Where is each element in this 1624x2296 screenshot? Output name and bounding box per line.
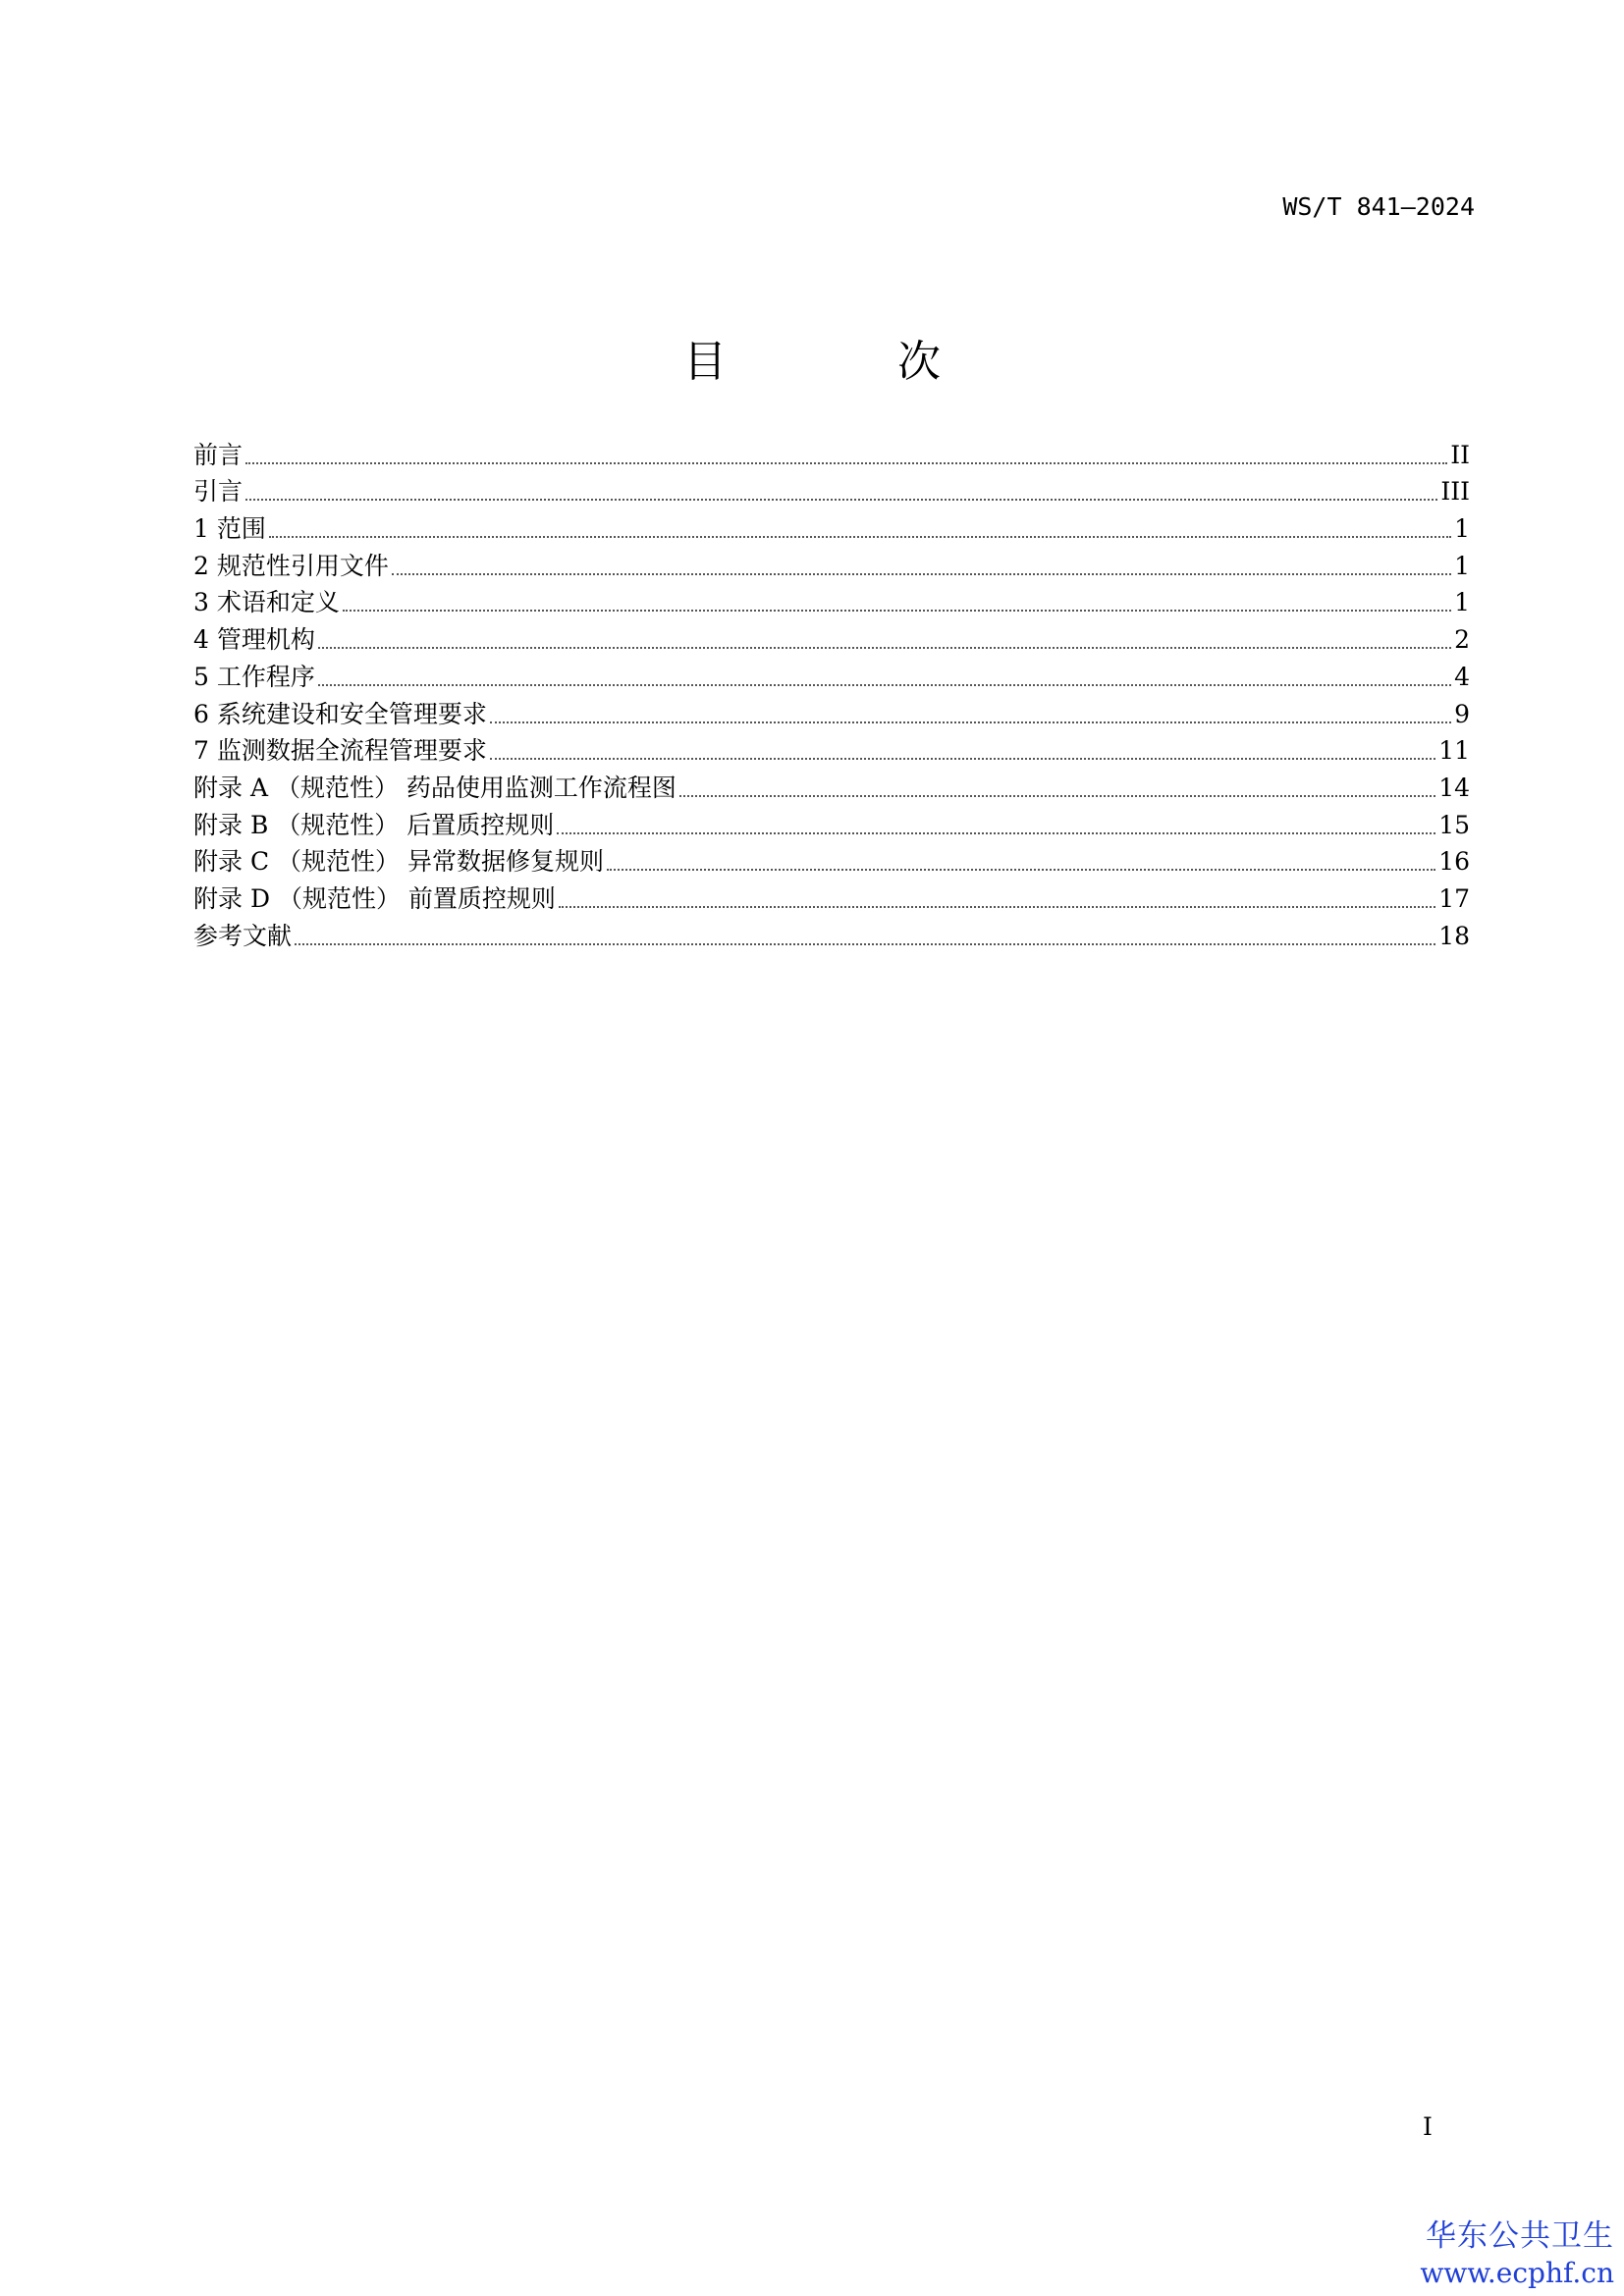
dot-leader <box>679 795 1435 797</box>
dot-leader <box>295 943 1435 945</box>
dot-leader <box>392 573 1451 575</box>
toc-entry-label: 前言 <box>193 440 244 469</box>
toc-entry-label: 7 监测数据全流程管理要求 <box>193 736 487 766</box>
toc-entry-label: 5 工作程序 <box>193 662 315 691</box>
toc-entry-foreword[interactable] <box>193 436 1470 473</box>
toc-entry-introduction[interactable] <box>193 473 1470 510</box>
toc-entry-appendix-d[interactable] <box>193 880 1470 917</box>
dot-leader <box>490 721 1451 723</box>
dot-leader <box>559 906 1435 908</box>
dot-leader <box>490 758 1435 760</box>
toc-entry-system-security[interactable] <box>193 695 1470 732</box>
toc-entry-label: 附录 D （规范性） 前置质控规则 <box>193 883 556 913</box>
dot-leader <box>318 684 1451 686</box>
dot-leader <box>245 462 1447 464</box>
page-number: I <box>1423 2112 1433 2141</box>
page-title: 目 次 <box>683 337 1019 387</box>
toc-entry-label: 2 规范性引用文件 <box>193 551 389 580</box>
toc-entry-page: 4 <box>1454 662 1470 691</box>
toc-entry-page: III <box>1440 477 1470 507</box>
toc-entry-page: 1 <box>1454 588 1470 617</box>
toc-entry-page: 17 <box>1438 883 1470 913</box>
toc-entry-label: 附录 B （规范性） 后置质控规则 <box>193 810 555 839</box>
toc-entry-appendix-a[interactable] <box>193 769 1470 806</box>
toc-entry-page: 16 <box>1438 847 1470 877</box>
table-of-contents <box>193 436 1470 954</box>
toc-entry-work-procedure[interactable] <box>193 658 1470 695</box>
toc-entry-normative-references[interactable] <box>193 547 1470 584</box>
dot-leader <box>245 499 1437 501</box>
watermark-url: www.ecphf.cn <box>1420 2257 1614 2289</box>
toc-entry-page: 11 <box>1438 736 1470 766</box>
standard-code: WS/T 841—2024 <box>1282 192 1475 221</box>
toc-entry-page: II <box>1450 440 1470 469</box>
toc-entry-terms-definitions[interactable] <box>193 584 1470 621</box>
toc-entry-page: 14 <box>1438 773 1470 802</box>
toc-entry-label: 引言 <box>193 477 244 507</box>
toc-entry-label: 6 系统建设和安全管理要求 <box>193 699 487 728</box>
toc-entry-appendix-b[interactable] <box>193 806 1470 843</box>
toc-entry-page: 18 <box>1438 921 1470 950</box>
watermark-name: 华东公共卫生 <box>1426 2218 1614 2254</box>
dot-leader <box>343 610 1451 612</box>
toc-entry-appendix-c[interactable] <box>193 843 1470 881</box>
toc-entry-page: 1 <box>1454 551 1470 580</box>
toc-entry-bibliography[interactable] <box>193 917 1470 954</box>
dot-leader <box>269 536 1451 538</box>
toc-entry-page: 1 <box>1454 514 1470 544</box>
dot-leader <box>557 832 1435 834</box>
toc-entry-label: 3 术语和定义 <box>193 588 340 617</box>
toc-entry-data-management[interactable] <box>193 732 1470 770</box>
toc-entry-scope[interactable] <box>193 509 1470 547</box>
toc-entry-page: 9 <box>1454 699 1470 728</box>
toc-entry-page: 2 <box>1454 625 1470 655</box>
toc-entry-label: 参考文献 <box>193 921 293 950</box>
toc-entry-label: 附录 A （规范性） 药品使用监测工作流程图 <box>193 773 677 802</box>
toc-entry-label: 附录 C （规范性） 异常数据修复规则 <box>193 847 604 877</box>
watermark <box>1420 2216 1614 2291</box>
toc-entry-management-organization[interactable] <box>193 620 1470 658</box>
toc-entry-label: 1 范围 <box>193 514 266 544</box>
dot-leader <box>607 869 1435 871</box>
dot-leader <box>318 647 1451 649</box>
toc-entry-page: 15 <box>1438 810 1470 839</box>
toc-entry-label: 4 管理机构 <box>193 625 315 655</box>
